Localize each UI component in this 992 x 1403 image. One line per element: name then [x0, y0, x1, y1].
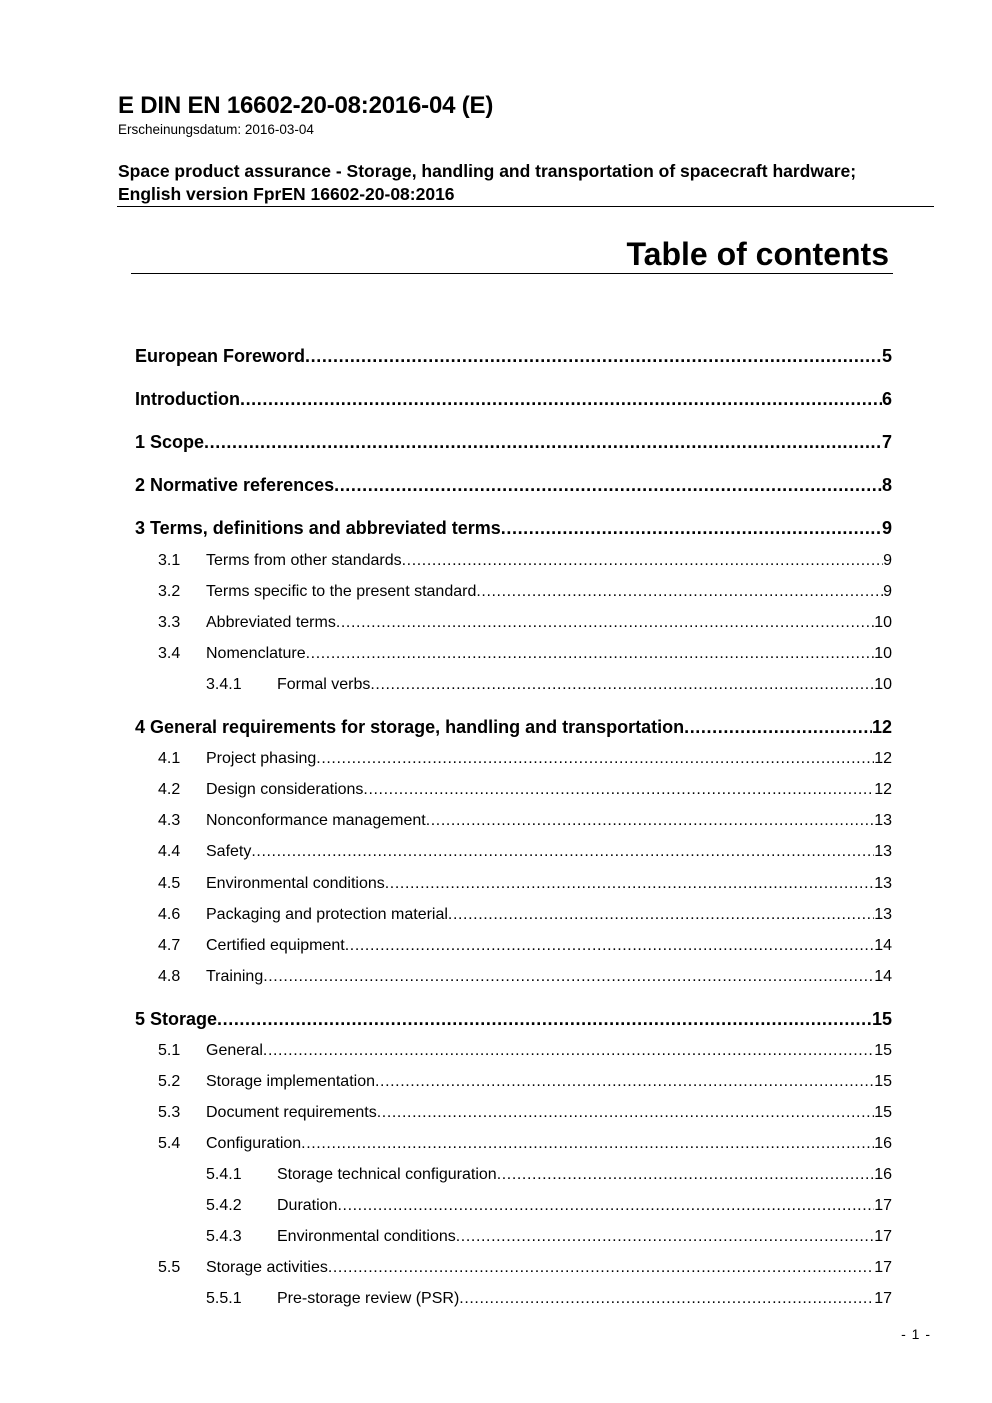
dot-leader: [336, 612, 874, 634]
dot-leader: [476, 581, 883, 603]
toc-entry-page: 9: [883, 552, 892, 569]
toc-entry[interactable]: [0, 345, 992, 367]
toc-entry-number: 5.4.3: [206, 1228, 242, 1245]
toc-entry[interactable]: [0, 748, 992, 770]
toc-entry[interactable]: [0, 1195, 992, 1217]
toc-entry-page: 10: [874, 645, 892, 662]
toc-entry-title: Configuration: [206, 1133, 301, 1155]
toc-entry[interactable]: [0, 1071, 992, 1093]
toc-entry-title: Training: [206, 966, 263, 988]
toc-entry-number: 4.4: [158, 843, 181, 860]
toc-entry-number: 5.2: [158, 1073, 181, 1090]
toc-entry-page: 14: [874, 937, 892, 954]
toc-entry[interactable]: [0, 873, 992, 895]
toc-entry-number: 4.1: [158, 750, 181, 767]
toc-entry[interactable]: [0, 1164, 992, 1186]
toc-entry[interactable]: [0, 1040, 992, 1062]
toc-entry-number: 4.2: [158, 781, 181, 798]
dot-leader: [684, 716, 872, 738]
publication-date: Erscheinungsdatum: 2016-03-04: [118, 122, 314, 137]
dot-leader: [459, 1288, 874, 1310]
toc-entry[interactable]: [0, 550, 992, 572]
toc-entry-page: 9: [881, 518, 892, 538]
toc-entry[interactable]: [0, 966, 992, 988]
toc-entry-title: Design considerations: [206, 779, 363, 801]
dot-leader: [501, 517, 882, 539]
toc-entry-title: Terms specific to the present standard: [206, 581, 476, 603]
dot-leader: [402, 550, 883, 572]
toc-entry-page: 13: [874, 812, 892, 829]
toc-entry-number: 3.4: [158, 645, 181, 662]
toc-entry[interactable]: [0, 474, 992, 496]
dot-leader: [334, 474, 882, 496]
toc-entry-page: 15: [874, 1104, 892, 1121]
toc-entry[interactable]: [0, 388, 992, 410]
toc-entry-number: 5.5.1: [206, 1290, 242, 1307]
toc-entry-number: 3.4.1: [206, 676, 242, 693]
dot-leader: [306, 643, 875, 665]
toc-entry-number: 5.1: [158, 1042, 181, 1059]
toc-entry-page: 6: [881, 389, 892, 409]
dot-leader: [301, 1133, 874, 1155]
toc-entry-title: Nonconformance management: [206, 810, 426, 832]
toc-entry-page: 13: [874, 843, 892, 860]
document-id: E DIN EN 16602-20-08:2016-04 (E): [118, 92, 494, 119]
toc-entry-page: 12: [874, 750, 892, 767]
dot-leader: [217, 1008, 872, 1030]
toc-entry[interactable]: [0, 1102, 992, 1124]
toc-entry[interactable]: [0, 643, 992, 665]
toc-heading-divider: [131, 273, 893, 274]
toc-entry-number: 4.5: [158, 875, 181, 892]
toc-entry-title: Formal verbs: [277, 674, 370, 696]
document-title: Space product assurance - Storage, handling and transportation of spacecraft hardware; English version FprEN 16602-20-08:2016: [118, 161, 857, 204]
toc-entry-page: 9: [883, 583, 892, 600]
toc-entry-page: 13: [874, 875, 892, 892]
toc-entry-page: 17: [874, 1228, 892, 1245]
toc-entry-page: 14: [874, 968, 892, 985]
dot-leader: [204, 431, 882, 453]
toc-entry-page: 12: [874, 781, 892, 798]
toc-entry-number: 5.3: [158, 1104, 181, 1121]
toc-entry-number: 4.8: [158, 968, 181, 985]
toc-entry[interactable]: [0, 1226, 992, 1248]
dot-leader: [497, 1164, 875, 1186]
dot-leader: [370, 674, 874, 696]
toc-entry-number: 3.3: [158, 614, 181, 631]
toc-entry[interactable]: [0, 431, 992, 453]
toc-heading: Table of contents: [626, 236, 889, 272]
toc-entry-title: Safety: [206, 841, 251, 863]
page-number: - 1 -: [901, 1326, 931, 1342]
toc-entry-title: 2 Normative references: [135, 475, 335, 495]
toc-entry[interactable]: [0, 581, 992, 603]
toc-entry-title: Packaging and protection material: [206, 904, 448, 926]
dot-leader: [328, 1257, 874, 1279]
toc-entry-title: Document requirements: [206, 1102, 377, 1124]
toc-entry-number: 4.3: [158, 812, 181, 829]
toc-entry-title: Storage technical configuration: [277, 1164, 497, 1186]
dot-leader: [251, 841, 874, 863]
toc-entry-title: Introduction: [135, 389, 240, 409]
toc-entry-title: Storage activities: [206, 1257, 328, 1279]
toc-entry-page: 10: [874, 676, 892, 693]
dot-leader: [305, 345, 882, 367]
header-divider: [117, 206, 934, 207]
dot-leader: [375, 1071, 874, 1093]
toc-entry-page: 17: [874, 1197, 892, 1214]
toc-entry-page: 13: [874, 906, 892, 923]
toc-entry-page: 16: [874, 1166, 892, 1183]
dot-leader: [345, 935, 874, 957]
toc-entry-title: General: [206, 1040, 263, 1062]
toc-entry-title: 1 Scope: [135, 432, 205, 452]
dot-leader: [316, 748, 874, 770]
toc-entry[interactable]: [0, 1008, 992, 1030]
toc-entry-title: 4 General requirements for storage, handling and transportation: [135, 717, 685, 737]
toc-entry-title: Abbreviated terms: [206, 612, 336, 634]
toc-entry[interactable]: [0, 904, 992, 926]
toc-entry-number: 5.4: [158, 1135, 181, 1152]
dot-leader: [426, 810, 875, 832]
toc-entry[interactable]: [0, 1288, 992, 1310]
toc-entry-number: 5.4.2: [206, 1197, 242, 1214]
toc-entry[interactable]: [0, 1133, 992, 1155]
toc-entry-page: 17: [874, 1290, 892, 1307]
toc-entry-title: Certified equipment: [206, 935, 345, 957]
toc-entry-number: 4.6: [158, 906, 181, 923]
toc-entry-title: Environmental conditions: [206, 873, 385, 895]
toc-entry-title: 3 Terms, definitions and abbreviated terms: [135, 518, 501, 538]
dot-leader: [377, 1102, 874, 1124]
toc-entry[interactable]: [0, 1257, 992, 1279]
dot-leader: [337, 1195, 874, 1217]
toc-entry-title: Project phasing: [206, 748, 316, 770]
toc-entry-page: 15: [874, 1073, 892, 1090]
toc-entry-title: Duration: [277, 1195, 337, 1217]
toc-entry-title: Terms from other standards: [206, 550, 402, 572]
dot-leader: [363, 779, 874, 801]
toc-entry-number: 4.7: [158, 937, 181, 954]
dot-leader: [263, 966, 874, 988]
toc-entry[interactable]: [0, 810, 992, 832]
toc-entry-page: 16: [874, 1135, 892, 1152]
toc-entry-number: 3.2: [158, 583, 181, 600]
dot-leader: [456, 1226, 874, 1248]
toc-entry[interactable]: [0, 716, 992, 738]
dot-leader: [263, 1040, 874, 1062]
toc-entry-title: European Foreword: [135, 346, 306, 366]
toc-entry-page: 12: [871, 717, 892, 737]
toc-entry-title: Environmental conditions: [277, 1226, 456, 1248]
toc-entry[interactable]: [0, 935, 992, 957]
toc-entry-page: 7: [881, 432, 892, 452]
toc-entry-number: 3.1: [158, 552, 181, 569]
toc-entry-title: Storage implementation: [206, 1071, 375, 1093]
toc-entry-page: 8: [881, 475, 892, 495]
toc-entry-title: Pre-storage review (PSR): [277, 1288, 459, 1310]
toc-entry[interactable]: [0, 779, 992, 801]
dot-leader: [240, 388, 882, 410]
toc-entry-title: Nomenclature: [206, 643, 306, 665]
dot-leader: [448, 904, 874, 926]
toc-entry[interactable]: [0, 612, 992, 634]
toc-entry[interactable]: [0, 517, 992, 539]
toc-entry-title: 5 Storage: [135, 1009, 218, 1029]
toc-entry-page: 15: [874, 1042, 892, 1059]
toc-entry-number: 5.4.1: [206, 1166, 242, 1183]
dot-leader: [385, 873, 874, 895]
toc-entry-page: 17: [874, 1259, 892, 1276]
toc-entry-page: 5: [881, 346, 892, 366]
toc-entry[interactable]: [0, 674, 992, 696]
toc-entry-page: 10: [874, 614, 892, 631]
toc-entry-number: 5.5: [158, 1259, 181, 1276]
toc-entry[interactable]: [0, 841, 992, 863]
toc-entry-page: 15: [871, 1009, 892, 1029]
